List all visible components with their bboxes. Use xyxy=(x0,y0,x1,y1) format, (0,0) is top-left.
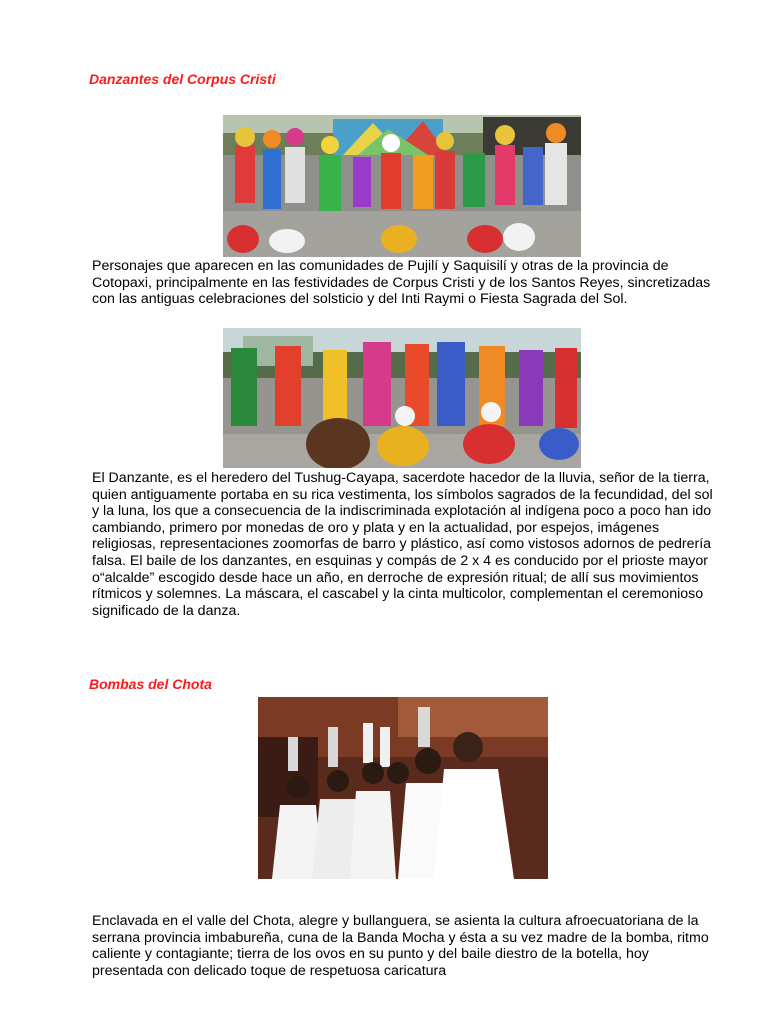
danzante-description-paragraph: El Danzante, es el heredero del Tushug-Cayapa, sacerdote hacedor de la lluvia, señor de la tierra, quien antiguamente portaba en su rica vestimenta, los símbolos sagrados de la fecundidad, del sol y la luna, los que a consecuencia de la indiscriminada explotación al indígena poco a poco han ido cambiando, primero por monedas de oro y plata y en la actualidad, por espejos, imágenes religiosas, representaciones zoomorfas de barro y plástico, así como vistosos adornos de pedrería falsa. El baile de los danzantes, en esquinas y compás de 2 x 4 es conducido por el prioste mayor o“alcalde” escogido desde hace un año, en derroche de expresión ritual; de allí sus movimientos rítmicos y solemnes. La máscara, el cascabel y la cinta multicolor, complementan el ceremonioso significado de la danza. xyxy=(92,470,713,619)
bombas-description-paragraph: Enclavada en el valle del Chota, alegre y bullanguera, se asienta la cultura afroecuatoriana de la serrana provincia imbabureña, cuna de la Banda Mocha y ésta a su vez madre de la bomba, ritmo caliente y contagiante; tierra de los ovos en su punto y del baile diestro de la botella, hoy presentada con delicado toque de respetuosa caricatura xyxy=(92,913,709,979)
danzantes-intro-paragraph: Personajes que aparecen en las comunidades de Pujilí y Saquisilí y otras de la provincia de Cotopaxi, principalmente en las festividades de Corpus Cristi y de los Santos Reyes, sincretizadas con las antiguas celebraciones del solsticio y del Inti Raymi o Fiesta Sagrada del Sol. xyxy=(92,258,711,308)
bombas-dancers-photo xyxy=(258,697,548,879)
section-heading-bombas: Bombas del Chota xyxy=(89,676,212,692)
section-heading-danzantes: Danzantes del Corpus Cristi xyxy=(89,71,276,87)
danzantes-festival-photo xyxy=(223,115,581,257)
danzantes-seated-photo xyxy=(223,328,581,468)
